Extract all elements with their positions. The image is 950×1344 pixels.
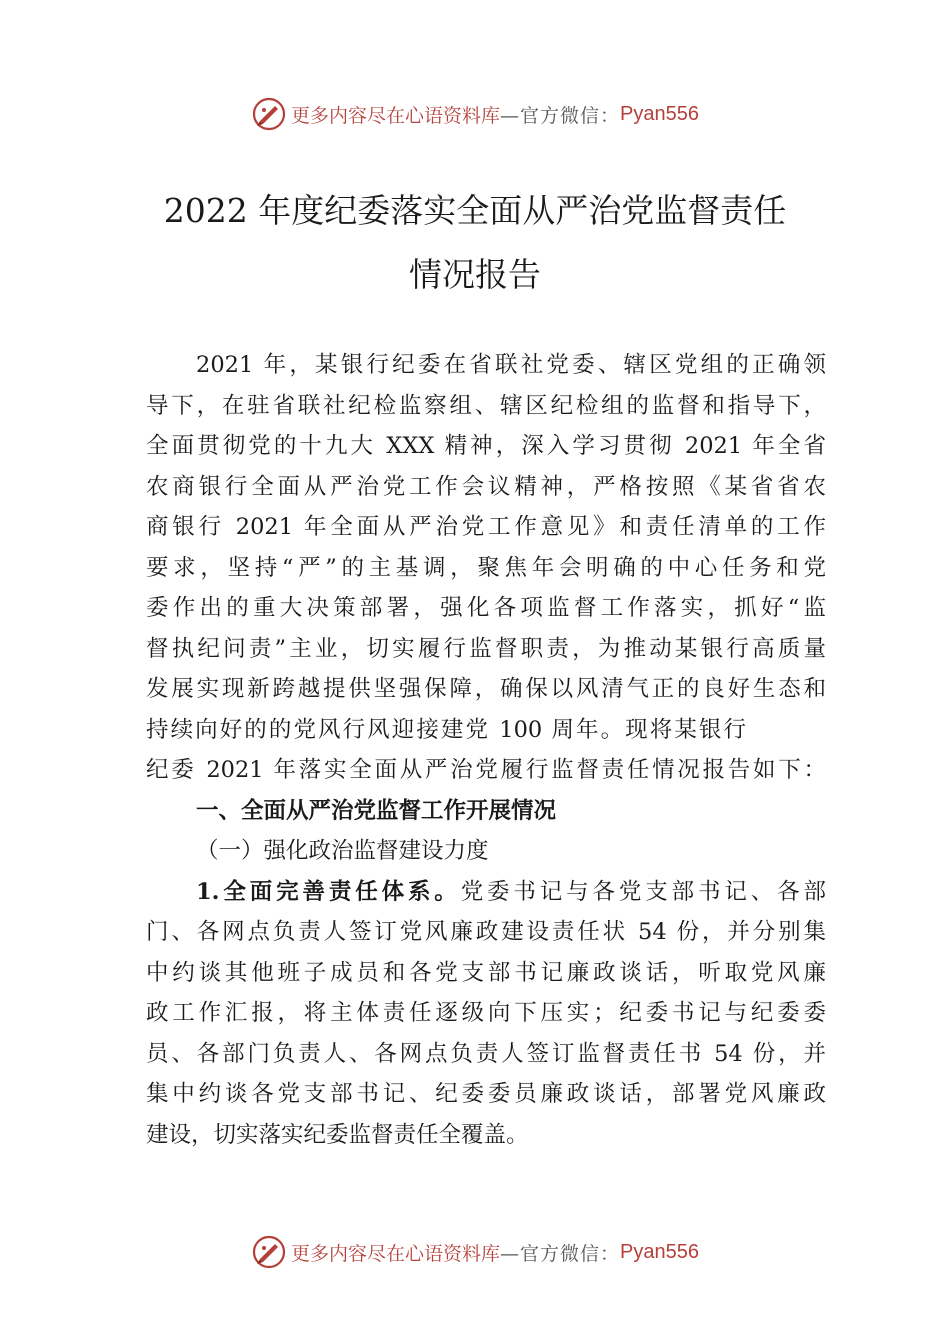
banner-wechat-id: Pyan556 xyxy=(620,1240,699,1263)
paragraph-line: 集中约谈各党支部书记、纪委委员廉政谈话，部署党风廉政 xyxy=(146,1081,826,1107)
banner-separator: —官方微信： xyxy=(500,1242,621,1265)
banner-wechat-id: Pyan556 xyxy=(620,102,699,125)
document-title-line2: 情况报告 xyxy=(409,255,541,294)
paragraph-line: 门、各网点负责人签订党风廉政建设责任状 54 份，并分别集 xyxy=(146,919,826,945)
banner-separator: —官方微信： xyxy=(500,104,621,127)
body-line: 商银行 2021 年全面从严治党工作意见》和责任清单的工作 xyxy=(146,514,826,540)
body-line: 农商银行全面从严治党工作会议精神，严格按照《某省省农 xyxy=(146,473,826,500)
paragraph-line xyxy=(146,872,826,913)
body-line: 导下，在驻省联社纪检监察组、辖区纪检组的监督和指导下， xyxy=(146,392,826,419)
paragraph-line: 员、各部门负责人、各网点负责人签订监督责任书 54 份，并 xyxy=(146,1040,826,1067)
header-banner xyxy=(0,94,950,134)
section-heading: 一、全面从严治党监督工作开展情况 xyxy=(196,797,557,824)
subsection-heading: （一）强化政治监督建设力度 xyxy=(196,838,489,864)
body-line: 发展实现新跨越提供坚强保障，确保以风清气正的良好生态和 xyxy=(146,676,826,702)
footer-banner xyxy=(0,1232,950,1272)
pen-logo-icon xyxy=(251,96,287,132)
document-title-line1: 2022 年度纪委落实全面从严治党监督责任 xyxy=(163,191,787,230)
banner-text: 更多内容尽在心语资料库 xyxy=(291,1242,501,1265)
pen-logo-icon xyxy=(251,1234,287,1270)
paragraph-line: 政工作汇报，将主体责任逐级向下压实；纪委书记与纪委委 xyxy=(146,1000,826,1026)
document-body xyxy=(146,345,826,1155)
body-line: 全面贯彻党的十九大 XXX 精神，深入学习贯彻 2021 年全省 xyxy=(146,433,826,459)
body-line: 纪委 2021 年落实全面从严治党履行监督责任情况报告如下： xyxy=(146,757,826,783)
body-line: 持续向好的的党风行风迎接建党 100 周年。现将某银行 xyxy=(146,716,746,743)
paragraph-lead: 1.全面完善责任体系。 xyxy=(196,878,461,905)
body-line: 委作出的重大决策部署，强化各项监督工作落实，抓好“监 xyxy=(146,595,826,621)
body-line: 2021 年，某银行纪委在省联社党委、辖区党组的正确领 xyxy=(196,352,826,378)
banner-text: 更多内容尽在心语资料库 xyxy=(291,104,501,127)
paragraph-line: 建设，切实落实纪委监督责任全覆盖。 xyxy=(146,1121,529,1148)
body-line: 督执纪问责”主业，切实履行监督职责，为推动某银行高质量 xyxy=(146,635,826,662)
paragraph-line: 中约谈其他班子成员和各党支部书记廉政谈话，听取党风廉 xyxy=(146,959,826,986)
body-line: 要求，坚持“严”的主基调，聚焦年会明确的中心任务和党 xyxy=(146,554,826,581)
paragraph-text: 党委书记与各党支部书记、各部 xyxy=(460,878,826,905)
